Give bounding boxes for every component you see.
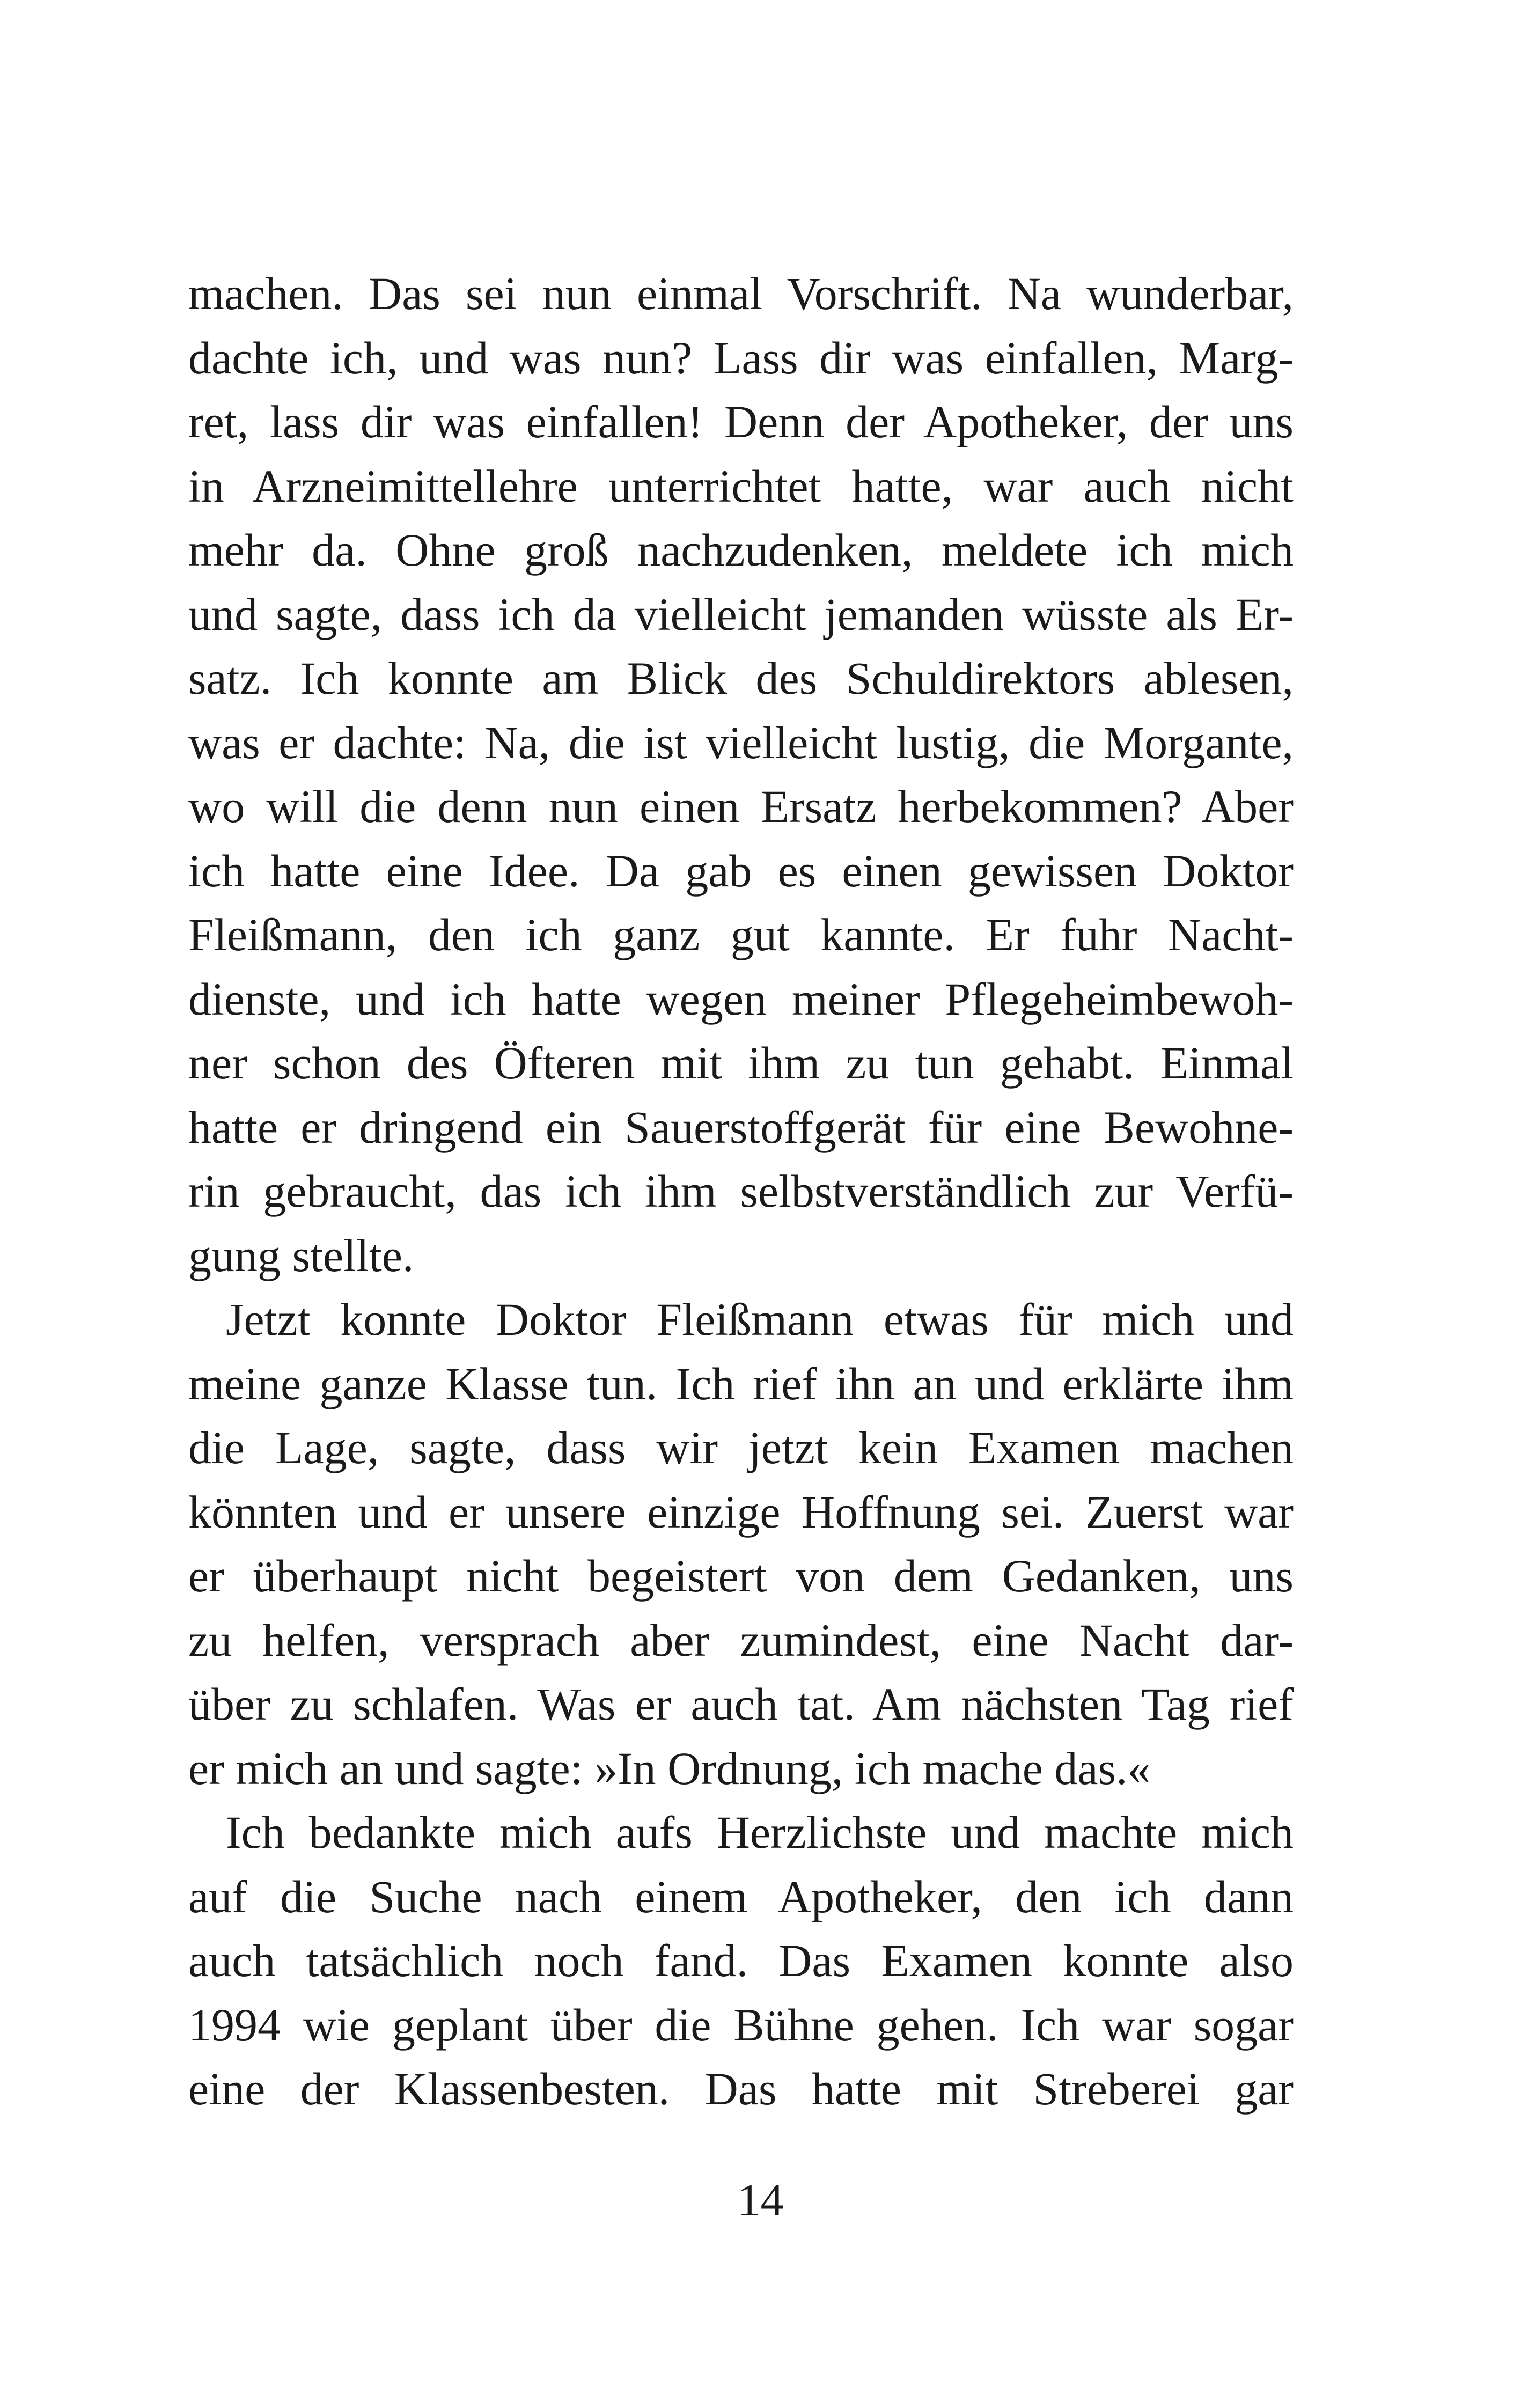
- text-line: meine ganze Klasse tun. Ich rief ihn an und erklärte ihm: [188, 1357, 1294, 1409]
- text-line: gung stellte.: [188, 1229, 414, 1281]
- text-line: wo will die denn nun einen Ersatz herbekommen? Aber: [188, 781, 1294, 832]
- text-line: machen. Das sei nun einmal Vorschrift. Na wunderbar,: [188, 268, 1294, 319]
- page-number: 14: [737, 2174, 784, 2226]
- text-line: rin gebraucht, das ich ihm selbstverständlich zur Verfü-: [188, 1165, 1294, 1217]
- text-line: zu helfen, versprach aber zumindest, eine Nacht dar-: [188, 1614, 1294, 1666]
- text-line: ner schon des Öfteren mit ihm zu tun gehabt. Einmal: [188, 1037, 1294, 1089]
- text-line: die Lage, sagte, dass wir jetzt kein Examen machen: [188, 1422, 1294, 1473]
- text-line: könnten und er unsere einzige Hoffnung sei. Zuerst war: [188, 1486, 1294, 1538]
- text-line: er überhaupt nicht begeistert von dem Gedanken, uns: [188, 1550, 1294, 1602]
- text-line: in Arzneimittellehre unterrichtet hatte, war auch nicht: [188, 460, 1294, 512]
- text-line: ret, lass dir was einfallen! Denn der Apotheker, der uns: [188, 396, 1294, 447]
- text-line: er mich an und sagte: »In Ordnung, ich mache das.«: [188, 1742, 1151, 1794]
- body-text: [188, 262, 1294, 2121]
- text-line: eine der Klassenbesten. Das hatte mit Streberei gar: [188, 2063, 1294, 2115]
- text-line: mehr da. Ohne groß nachzudenken, meldete ich mich: [188, 524, 1294, 576]
- text-line: dienste, und ich hatte wegen meiner Pflegeheimbewoh-: [188, 973, 1294, 1025]
- text-line: auch tatsächlich noch fand. Das Examen konnte also: [188, 1935, 1294, 1986]
- text-line: auf die Suche nach einem Apotheker, den ich dann: [188, 1870, 1294, 1922]
- text-line: Ich bedankte mich aufs Herzlichste und machte mich: [226, 1807, 1294, 1858]
- text-line: Jetzt konnte Doktor Fleißmann etwas für mich und: [226, 1294, 1294, 1345]
- text-line: ich hatte eine Idee. Da gab es einen gewissen Doktor: [188, 845, 1294, 897]
- text-line: satz. Ich konnte am Blick des Schuldirektors ablesen,: [188, 652, 1294, 704]
- text-line: Fleißmann, den ich ganz gut kannte. Er fuhr Nacht-: [188, 909, 1294, 960]
- text-line: was er dachte: Na, die ist vielleicht lustig, die Morgante,: [188, 716, 1294, 768]
- text-line: dachte ich, und was nun? Lass dir was einfallen, Marg-: [188, 332, 1294, 384]
- text-line: und sagte, dass ich da vielleicht jemanden wüsste als Er-: [188, 588, 1294, 640]
- text-line: über zu schlafen. Was er auch tat. Am nächsten Tag rief: [188, 1678, 1294, 1730]
- text-line: hatte er dringend ein Sauerstoffgerät für eine Bewohne-: [188, 1101, 1294, 1153]
- text-line: 1994 wie geplant über die Bühne gehen. Ich war sogar: [188, 1999, 1294, 2051]
